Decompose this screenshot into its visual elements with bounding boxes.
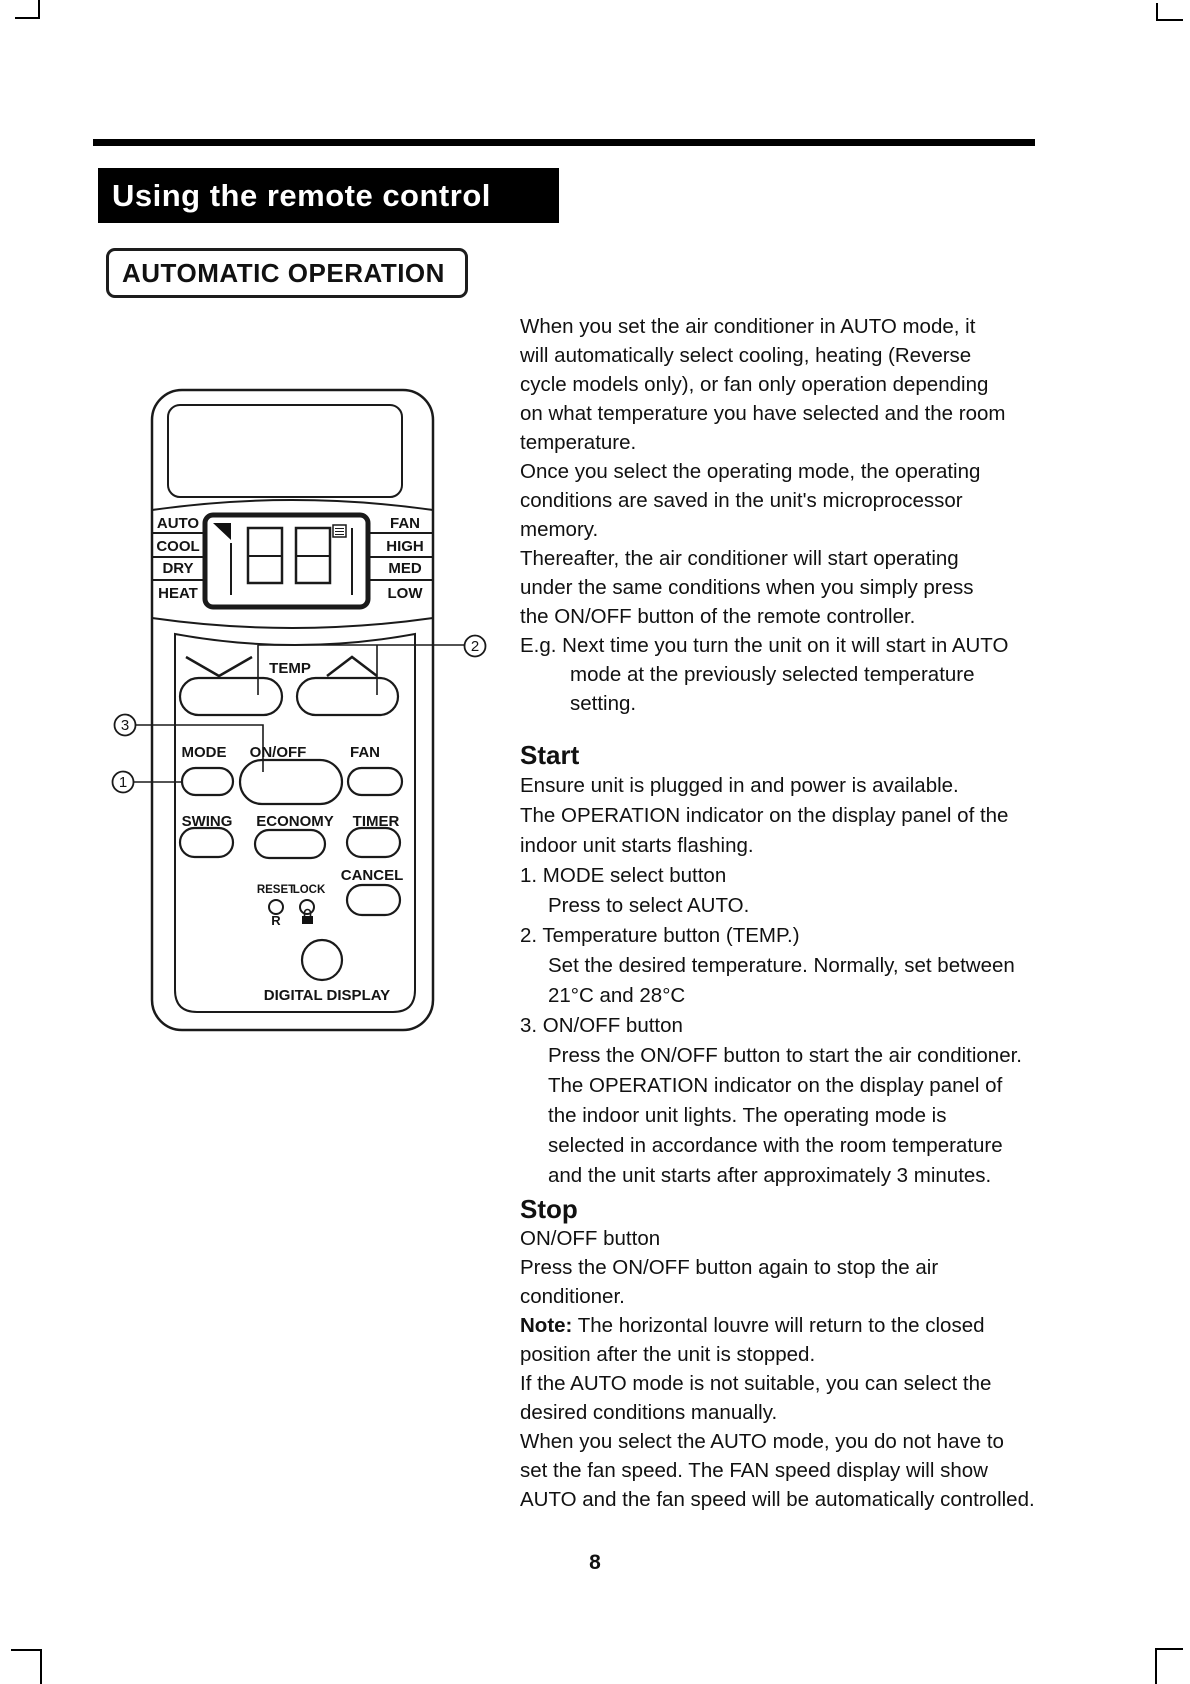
text-line: ON/OFF button	[520, 1227, 661, 1250]
reset-label: RESET	[256, 884, 296, 896]
mode-pointer-icon	[213, 523, 231, 540]
lock-hole	[300, 900, 314, 914]
crop-mark-top-left	[15, 0, 40, 19]
text-line: AUTO and the fan speed will be automatically controlled.	[520, 1488, 1035, 1511]
note-text: The horizontal louvre will return to the closed	[572, 1314, 985, 1337]
r-label: R	[271, 913, 281, 928]
temp-label: TEMP	[269, 660, 311, 677]
start-section	[520, 771, 1120, 1191]
temp-down-icon	[186, 657, 252, 676]
onoff-button	[240, 760, 342, 804]
cancel-button	[347, 885, 400, 915]
note-label: Note:	[520, 1314, 573, 1337]
text-line: 3. ON/OFF button	[520, 1014, 683, 1037]
text-line: When you set the air conditioner in AUTO mode, it	[520, 315, 976, 338]
text-line: the ON/OFF button of the remote controller.	[520, 605, 916, 628]
text-line: The OPERATION indicator on the display panel of	[548, 1074, 1003, 1097]
swing-button	[180, 828, 233, 857]
text-line: selected in accordance with the room temperature	[548, 1134, 1003, 1157]
text-line: mode at the previously selected temperature	[570, 663, 975, 686]
text-line: set the fan speed. The FAN speed display will show	[520, 1459, 988, 1482]
crop-mark-bottom-right	[1155, 1648, 1183, 1684]
mode-button	[182, 768, 233, 795]
text-line: desired conditions manually.	[520, 1401, 778, 1424]
fan-button-label: FAN	[350, 744, 380, 761]
page-title: Using the remote control	[98, 168, 559, 223]
lcd-mode-label: DRY	[162, 560, 194, 577]
crop-mark-bottom-left	[11, 1649, 42, 1684]
text-line: setting.	[570, 692, 637, 715]
text-line: The OPERATION indicator on the display panel of the	[520, 804, 1009, 827]
section-title: AUTOMATIC OPERATION	[106, 248, 468, 298]
text-line: 21°C and 28°C	[548, 984, 686, 1007]
digital-display-button	[302, 940, 342, 980]
text-line: Ensure unit is plugged in and power is available.	[520, 774, 959, 797]
text-line: on what temperature you have selected and the room	[520, 402, 1006, 425]
economy-button-label: ECONOMY	[256, 813, 334, 830]
timer-button	[347, 828, 400, 857]
lcd-mode-label: AUTO	[156, 515, 200, 532]
text-line: will automatically select cooling, heating (Reverse	[520, 344, 972, 367]
text-line: Once you select the operating mode, the operating	[520, 460, 981, 483]
lcd-mode-label: HEAT	[158, 585, 198, 602]
callout-3-number: 3	[120, 717, 130, 734]
intro-paragraph	[520, 312, 1120, 718]
text-line: If the AUTO mode is not suitable, you can select the	[520, 1372, 992, 1395]
remote-control-diagram	[100, 380, 500, 1040]
note-line	[520, 1311, 1120, 1340]
temp-up-icon	[327, 657, 377, 676]
text-line: memory.	[520, 518, 599, 541]
fan-speed-icon	[333, 525, 346, 537]
top-rule	[93, 139, 1035, 146]
lcd-fan-label: FAN	[390, 515, 420, 532]
text-line: E.g. Next time you turn the unit on it will start in AUTO	[520, 634, 1009, 657]
swing-button-label: SWING	[181, 813, 233, 830]
temp-down-button	[180, 678, 282, 715]
text-line: and the unit starts after approximately 3 minutes.	[548, 1164, 992, 1187]
text-line: indoor unit starts flashing.	[520, 834, 754, 857]
stop-section	[520, 1224, 1120, 1514]
text-line: Press the ON/OFF button again to stop the air	[520, 1256, 939, 1279]
text-line: Press to select AUTO.	[548, 894, 750, 917]
text-line: conditions are saved in the unit's microprocessor	[520, 489, 963, 512]
lcd-fan-label: MED	[388, 560, 422, 577]
reset-hole	[269, 900, 283, 914]
text-line: under the same conditions when you simply press	[520, 576, 974, 599]
lcd-mode-label: COOL	[156, 538, 200, 555]
onoff-button-label: ON/OFF	[249, 744, 307, 761]
text-line: Set the desired temperature. Normally, set between	[548, 954, 1015, 977]
text-line: 2. Temperature button (TEMP.)	[520, 924, 800, 947]
cancel-button-label: CANCEL	[340, 867, 404, 884]
digital-display-label: DIGITAL DISPLAY	[263, 987, 391, 1004]
start-heading: Start	[520, 740, 580, 770]
stop-heading: Stop	[520, 1194, 578, 1224]
timer-button-label: TIMER	[352, 813, 400, 830]
remote-top-window	[168, 405, 402, 497]
fan-button	[348, 768, 402, 795]
text-line: Thereafter, the air conditioner will start operating	[520, 547, 959, 570]
text-line: position after the unit is stopped.	[520, 1343, 816, 1366]
text-line: temperature.	[520, 431, 637, 454]
temp-up-button	[297, 678, 398, 715]
text-line: conditioner.	[520, 1285, 625, 1308]
callout-1-number: 1	[118, 774, 128, 791]
text-line: the indoor unit lights. The operating mode is	[548, 1104, 947, 1127]
lock-label: LOCK	[292, 884, 326, 896]
economy-button	[255, 830, 325, 858]
page-number: 8	[589, 1551, 601, 1574]
mode-button-label: MODE	[181, 744, 227, 761]
text-line: When you select the AUTO mode, you do not have to	[520, 1430, 1004, 1453]
crop-mark-top-right	[1156, 3, 1183, 21]
lcd-digit-left	[248, 528, 282, 583]
text-line: Press the ON/OFF button to start the air conditioner.	[548, 1044, 1022, 1067]
text-line: cycle models only), or fan only operation depending	[520, 373, 989, 396]
text-line: 1. MODE select button	[520, 864, 727, 887]
lcd-digit-right	[296, 528, 330, 583]
callout-2-number: 2	[470, 638, 480, 655]
lcd-fan-label: LOW	[387, 585, 423, 602]
lcd-fan-label: HIGH	[386, 538, 424, 555]
